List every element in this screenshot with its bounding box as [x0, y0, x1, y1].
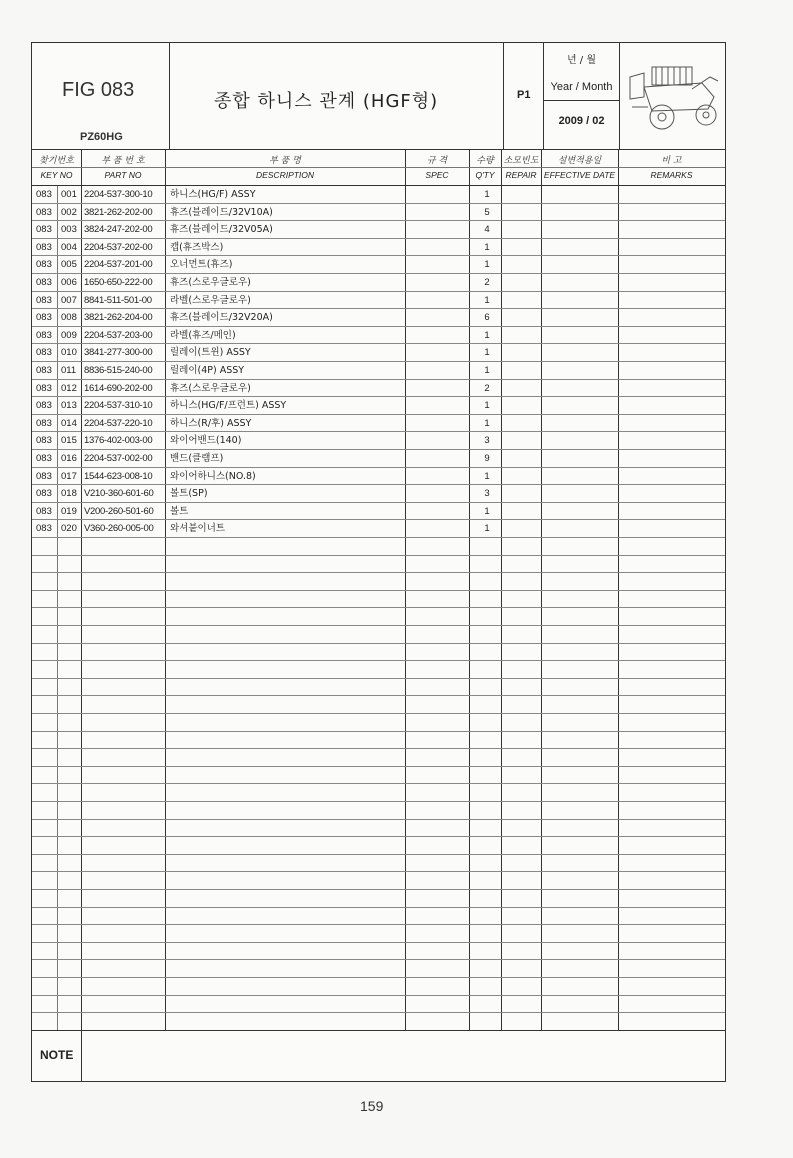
table-row [32, 450, 725, 468]
table-row [32, 503, 725, 521]
column-header-row [32, 150, 725, 186]
col-desc: 부 품 명 DESCRIPTION [255, 156, 315, 180]
table-row [32, 943, 725, 961]
qty-cell: 1 [484, 523, 490, 535]
table-row [32, 679, 725, 697]
part-no-cell: 1376-402-003-00 [84, 435, 153, 447]
part-no-cell: 2204-537-310-10 [84, 400, 153, 412]
fig-label: FIG 083 [62, 79, 135, 101]
description-cell: 휴즈(스로우글로우) [170, 277, 251, 288]
table-row [32, 925, 725, 943]
table-row [32, 186, 725, 204]
qty-cell: 2 [484, 277, 490, 288]
key-cell: 007 [61, 294, 77, 306]
part-no-cell: 3841-277-300-00 [84, 347, 153, 359]
qty-cell: 1 [484, 400, 490, 412]
part-no-cell: 2204-537-300-10 [84, 189, 153, 200]
part-no-cell: V210-360-601-60 [84, 488, 154, 500]
qty-cell: 3 [484, 435, 490, 447]
table-row [32, 960, 725, 978]
qty-cell: 1 [484, 417, 490, 429]
fig-cell: 083 [36, 189, 52, 200]
fig-cell: 083 [36, 329, 52, 341]
qty-cell: 1 [484, 347, 490, 359]
description-cell: 하니스(R/후) ASSY [170, 417, 252, 429]
part-no-cell: 3821-262-202-00 [84, 206, 153, 218]
fig-cell: 083 [36, 365, 52, 376]
table-row [32, 661, 725, 679]
parts-list-sheet [31, 42, 726, 1082]
part-no-cell: 3821-262-204-00 [84, 312, 153, 324]
qty-cell: 3 [484, 488, 490, 500]
col-qty: 수량 Q'TY [475, 156, 495, 180]
fig-cell: 083 [36, 259, 52, 271]
table-row [32, 608, 725, 626]
description-cell: 릴레이(트윈) ASSY [170, 347, 251, 359]
part-no-cell: 3824-247-202-00 [84, 224, 153, 236]
part-no-cell: 8841-511-501-00 [84, 294, 152, 306]
col-spec: 규 격 SPEC [425, 156, 449, 180]
col-repair: 소모빈도 REPAIR [503, 156, 539, 180]
qty-cell: 1 [484, 241, 490, 253]
description-cell: 밴드(클램프) [170, 453, 224, 464]
key-cell: 006 [61, 277, 77, 288]
table-row [32, 292, 725, 310]
table-row [32, 837, 725, 855]
fig-cell: 083 [36, 382, 52, 394]
description-cell: 릴레이(4P) ASSY [170, 365, 245, 376]
year-month-value: 2009 / 02 [558, 115, 605, 127]
fig-cell: 083 [36, 241, 52, 253]
table-row [32, 1013, 725, 1031]
page-code: P1 [517, 89, 531, 101]
table-row [32, 784, 725, 802]
table-row [32, 872, 725, 890]
table-row [32, 996, 725, 1014]
qty-cell: 1 [484, 329, 490, 341]
table-row [32, 749, 725, 767]
description-cell: 라벨(휴즈/메인) [170, 329, 236, 341]
part-no-cell: V200-260-501-60 [84, 505, 154, 517]
part-no-cell: 2204-537-220-10 [84, 417, 153, 429]
header-band [32, 43, 725, 150]
table-row [32, 696, 725, 714]
description-cell: 라벨(스로우글로우) [170, 294, 251, 306]
table-row [32, 327, 725, 345]
qty-cell: 1 [484, 365, 490, 376]
key-cell: 014 [61, 417, 77, 429]
qty-cell: 1 [484, 294, 490, 306]
table-row [32, 855, 725, 873]
key-cell: 017 [61, 470, 77, 482]
qty-cell: 5 [484, 206, 490, 218]
table-row [32, 415, 725, 433]
part-no-cell: 8836-515-240-00 [84, 365, 153, 376]
key-cell: 001 [61, 189, 77, 200]
key-cell: 020 [61, 523, 77, 535]
description-cell: 캡(휴즈박스) [170, 241, 224, 253]
qty-cell: 1 [484, 259, 490, 271]
part-no-cell: 2204-537-202-00 [84, 241, 153, 253]
table-row [32, 380, 725, 398]
rice-transplanter-icon [622, 47, 726, 145]
col-remarks: 비 고 REMARKS [650, 156, 693, 180]
note-section [32, 1030, 725, 1081]
fig-cell: 083 [36, 347, 52, 359]
table-row [32, 362, 725, 380]
key-cell: 011 [61, 365, 77, 376]
key-cell: 015 [61, 435, 77, 447]
table-row [32, 256, 725, 274]
fig-cell: 083 [36, 523, 52, 535]
fig-cell: 083 [36, 435, 52, 447]
table-row [32, 591, 725, 609]
table-row [32, 626, 725, 644]
page-title: 종합 하니스 관계 (HGF형) [214, 91, 439, 112]
fig-cell: 083 [36, 206, 52, 218]
table-row [32, 309, 725, 327]
description-cell: 볼트 [170, 505, 189, 517]
fig-cell: 083 [36, 294, 52, 306]
table-row [32, 432, 725, 450]
qty-cell: 1 [484, 505, 490, 517]
table-row [32, 714, 725, 732]
col-part: 부 품 번 호 PART NO [101, 156, 145, 180]
year-month-label-kr: 년 / 월 [566, 55, 597, 66]
qty-cell: 2 [484, 382, 490, 394]
table-row [32, 556, 725, 574]
fig-cell: 083 [36, 470, 52, 482]
table-row [32, 344, 725, 362]
table-row [32, 538, 725, 556]
parts-table-body [32, 186, 725, 1030]
description-cell: 휴즈(블레이드/32V20A) [170, 312, 273, 324]
part-no-cell: 2204-537-201-00 [84, 259, 153, 271]
qty-cell: 9 [484, 453, 490, 464]
description-cell: 하니스(HG/F/프런트) ASSY [170, 400, 287, 412]
fig-cell: 083 [36, 417, 52, 429]
fig-cell: 083 [36, 224, 52, 236]
description-cell: 와이어하니스(NO.8) [170, 470, 256, 482]
part-no-cell: 2204-537-002-00 [84, 453, 153, 464]
key-cell: 005 [61, 259, 77, 271]
table-row [32, 239, 725, 257]
description-cell: 볼트(SP) [170, 488, 208, 500]
qty-cell: 1 [484, 189, 490, 200]
fig-cell: 083 [36, 488, 52, 500]
description-cell: 와이어밴드(140) [170, 435, 242, 447]
qty-cell: 4 [484, 224, 490, 236]
table-row [32, 274, 725, 292]
fig-cell: 083 [36, 505, 52, 517]
table-row [32, 890, 725, 908]
table-row [32, 802, 725, 820]
key-cell: 018 [61, 488, 77, 500]
key-cell: 008 [61, 312, 77, 324]
description-cell: 휴즈(블레이드/32V10A) [170, 206, 273, 218]
description-cell: 하니스(HG/F) ASSY [170, 189, 256, 200]
description-cell: 휴즈(블레이드/32V05A) [170, 224, 273, 236]
description-cell: 오너먼트(휴즈) [170, 259, 233, 271]
key-cell: 002 [61, 206, 77, 218]
page-number: 159 [360, 1098, 384, 1114]
fig-cell: 083 [36, 400, 52, 412]
qty-cell: 1 [484, 470, 490, 482]
table-row [32, 732, 725, 750]
description-cell: 휴즈(스로우글로우) [170, 382, 251, 394]
table-row [32, 573, 725, 591]
table-row [32, 520, 725, 538]
part-no-cell: 1544-623-008-10 [84, 470, 153, 482]
key-cell: 003 [61, 224, 77, 236]
qty-cell: 6 [484, 312, 490, 324]
key-cell: 010 [61, 347, 77, 359]
table-row [32, 485, 725, 503]
year-month-label-en: Year / Month [550, 81, 613, 93]
key-cell: 013 [61, 400, 77, 412]
table-row [32, 644, 725, 662]
key-cell: 004 [61, 241, 77, 253]
part-no-cell: 1614-690-202-00 [84, 382, 153, 394]
model-code: PZ60HG [80, 131, 123, 143]
table-row [32, 221, 725, 239]
table-row [32, 978, 725, 996]
col-key: 찾기번호 KEY NO [39, 156, 74, 180]
table-row [32, 397, 725, 415]
description-cell: 와셔붙이너트 [170, 523, 226, 535]
key-cell: 019 [61, 505, 77, 517]
part-no-cell: 1650-650-222-00 [84, 277, 153, 288]
key-cell: 012 [61, 382, 77, 394]
key-cell: 009 [61, 329, 77, 341]
fig-cell: 083 [36, 312, 52, 324]
table-row [32, 468, 725, 486]
part-no-cell: V360-260-005-00 [84, 523, 154, 535]
part-no-cell: 2204-537-203-00 [84, 329, 153, 341]
table-row [32, 908, 725, 926]
note-label: NOTE [40, 1048, 74, 1062]
table-row [32, 820, 725, 838]
fig-cell: 083 [36, 277, 52, 288]
table-row [32, 767, 725, 785]
fig-cell: 083 [36, 453, 52, 464]
col-effective-date: 설변적용일 EFFECTIVE DATE [543, 156, 616, 180]
table-row [32, 204, 725, 222]
key-cell: 016 [61, 453, 77, 464]
